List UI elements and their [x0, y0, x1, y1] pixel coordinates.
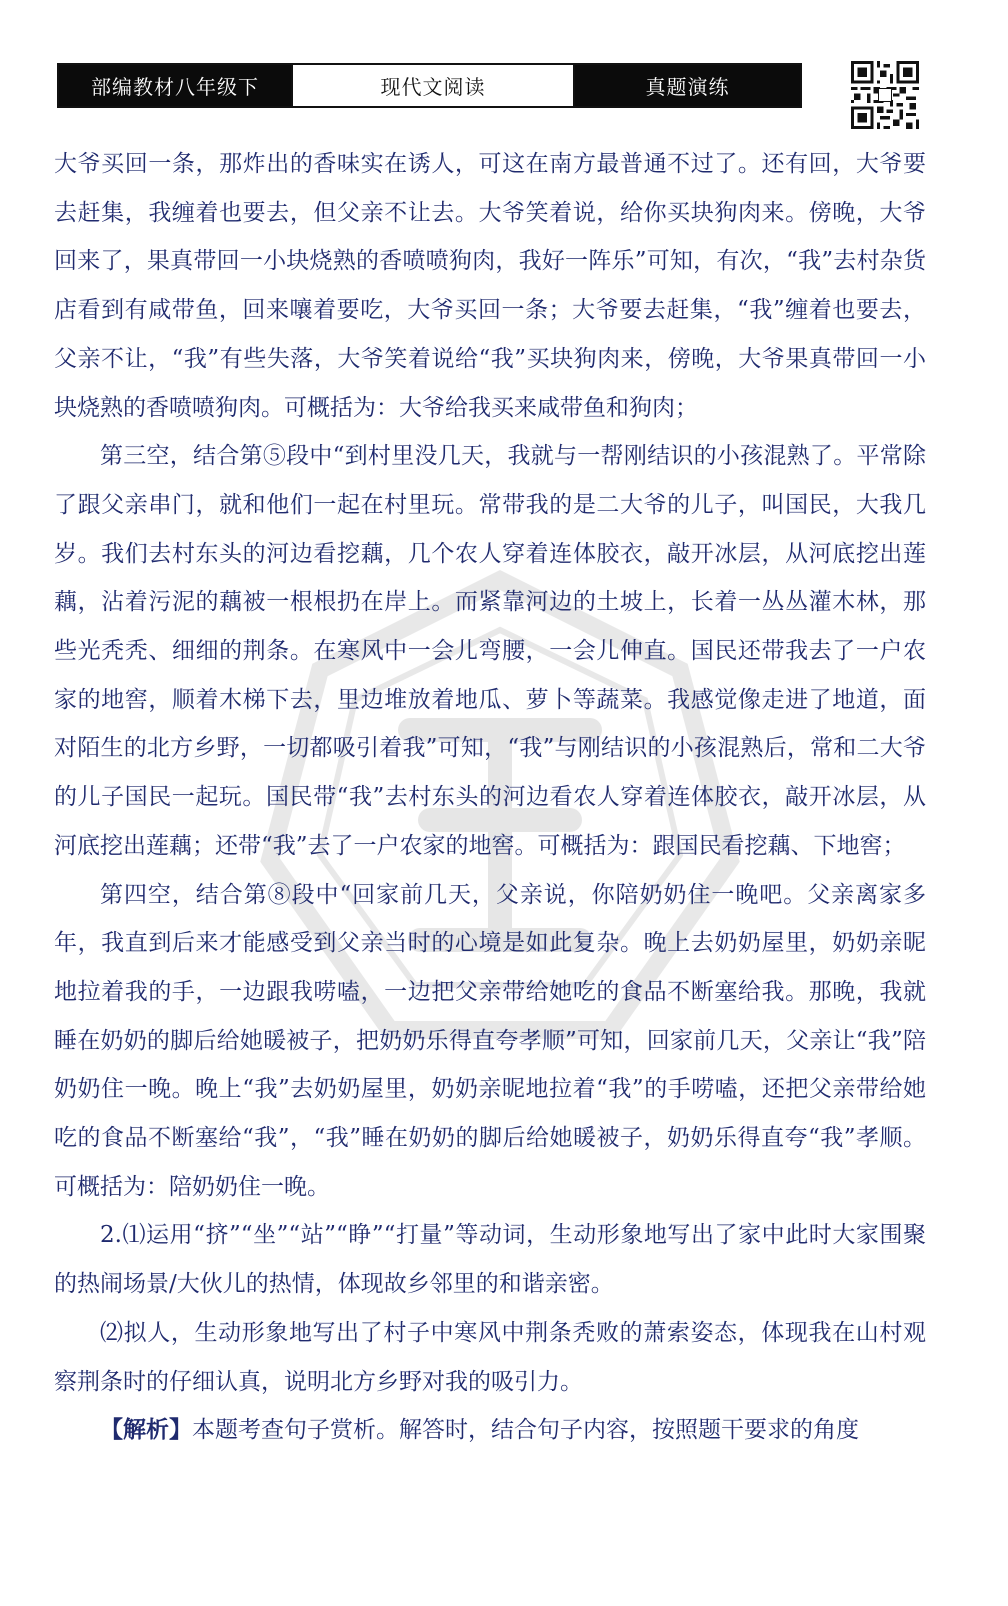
qr-code-icon	[851, 61, 919, 129]
analysis-paragraph	[54, 1406, 926, 1455]
paragraph-third-blank: 第三空，结合第⑤段中“到村里没几天，我就与一帮刚结识的小孩混熟了。平常除了跟父亲串门，就和他们一起在村里玩。常带我的是二大爷的儿子，叫国民，大我几岁。我们去村东头的河边看挖藕，几个农人穿着连体胶衣，敲开冰层，从河底挖出莲藕，沾着污泥的藕被一根根扔在岸上。而紧靠河边的土坡上，长着一丛丛灌木林，那些光秃秃、细细的荆条。在寒风中一会儿弯腰，一会儿伸直。国民还带我去了一户农家的地窖，顺着木梯下去，里边堆放着地瓜、萝卜等蔬菜。我感觉像走进了地道，面对陌生的北方乡野，一切都吸引着我”可知，“我”与刚结识的小孩混熟后，常和二大爷的儿子国民一起玩。国民带“我”去村东头的河边看农人穿着连体胶衣，敲开冰层，从河底挖出莲藕；还带“我”去了一户农家的地窖。可概括为：跟国民看挖藕、下地窖；	[54, 443, 926, 859]
header-section-label: 现代文阅读	[291, 65, 575, 106]
analysis-label: 【解析】	[100, 1416, 192, 1444]
header-practice-label: 真题演练	[575, 65, 800, 106]
paragraph-continued: 大爷买回一条，那炸出的香味实在诱人，可这在南方最普通不过了。还有回，大爷要去赶集，我缠着也要去，但父亲不让去。大爷笑着说，给你买块狗肉来。傍晚，大爷回来了，果真带回一小块烧熟的香喷喷狗肉，我好一阵乐”可知，有次，“我”去村杂货店看到有咸带鱼，回来嚷着要吃，大爷买回一条；大爷要去赶集，“我”缠着也要去，父亲不让，“我”有些失落，大爷笑着说给“我”买块狗肉来，傍晚，大爷果真带回一小块烧熟的香喷喷狗肉。可概括为：大爷给我买来咸带鱼和狗肉；	[54, 151, 926, 421]
answer-content	[54, 140, 926, 1455]
paragraph-answer-2-1: 2.⑴运用“挤”“坐”“站”“睁”“打量”等动词，生动形象地写出了家中此时大家围聚的热闹场景/大伙儿的热情，体现故乡邻里的和谐亲密。	[54, 1222, 926, 1298]
analysis-text: 本题考查句子赏析。解答时，结合句子内容，按照题干要求的角度	[192, 1417, 859, 1444]
header-bar	[57, 63, 802, 108]
paragraph-answer-2-2: ⑵拟人，生动形象地写出了村子中寒风中荆条秃败的萧索姿态，体现我在山村观察荆条时的仔细认真，说明北方乡野对我的吸引力。	[54, 1319, 926, 1395]
header-grade-label: 部编教材八年级下	[59, 65, 291, 106]
paragraph-fourth-blank: 第四空，结合第⑧段中“回家前几天，父亲说，你陪奶奶住一晚吧。父亲离家多年，我直到后来才能感受到父亲当时的心境是如此复杂。晚上去奶奶屋里，奶奶亲昵地拉着我的手，一边跟我唠嗑，一边把父亲带给她吃的食品不断塞给我。那晚，我就睡在奶奶的脚后给她暖被子，把奶奶乐得直夸孝顺”可知，回家前几天，父亲让“我”陪奶奶住一晚。晚上“我”去奶奶屋里，奶奶亲昵地拉着“我”的手唠嗑，还把父亲带给她吃的食品不断塞给“我”，“我”睡在奶奶的脚后给她暖被子，奶奶乐得直夸“我”孝顺。可概括为：陪奶奶住一晚。	[54, 881, 926, 1200]
